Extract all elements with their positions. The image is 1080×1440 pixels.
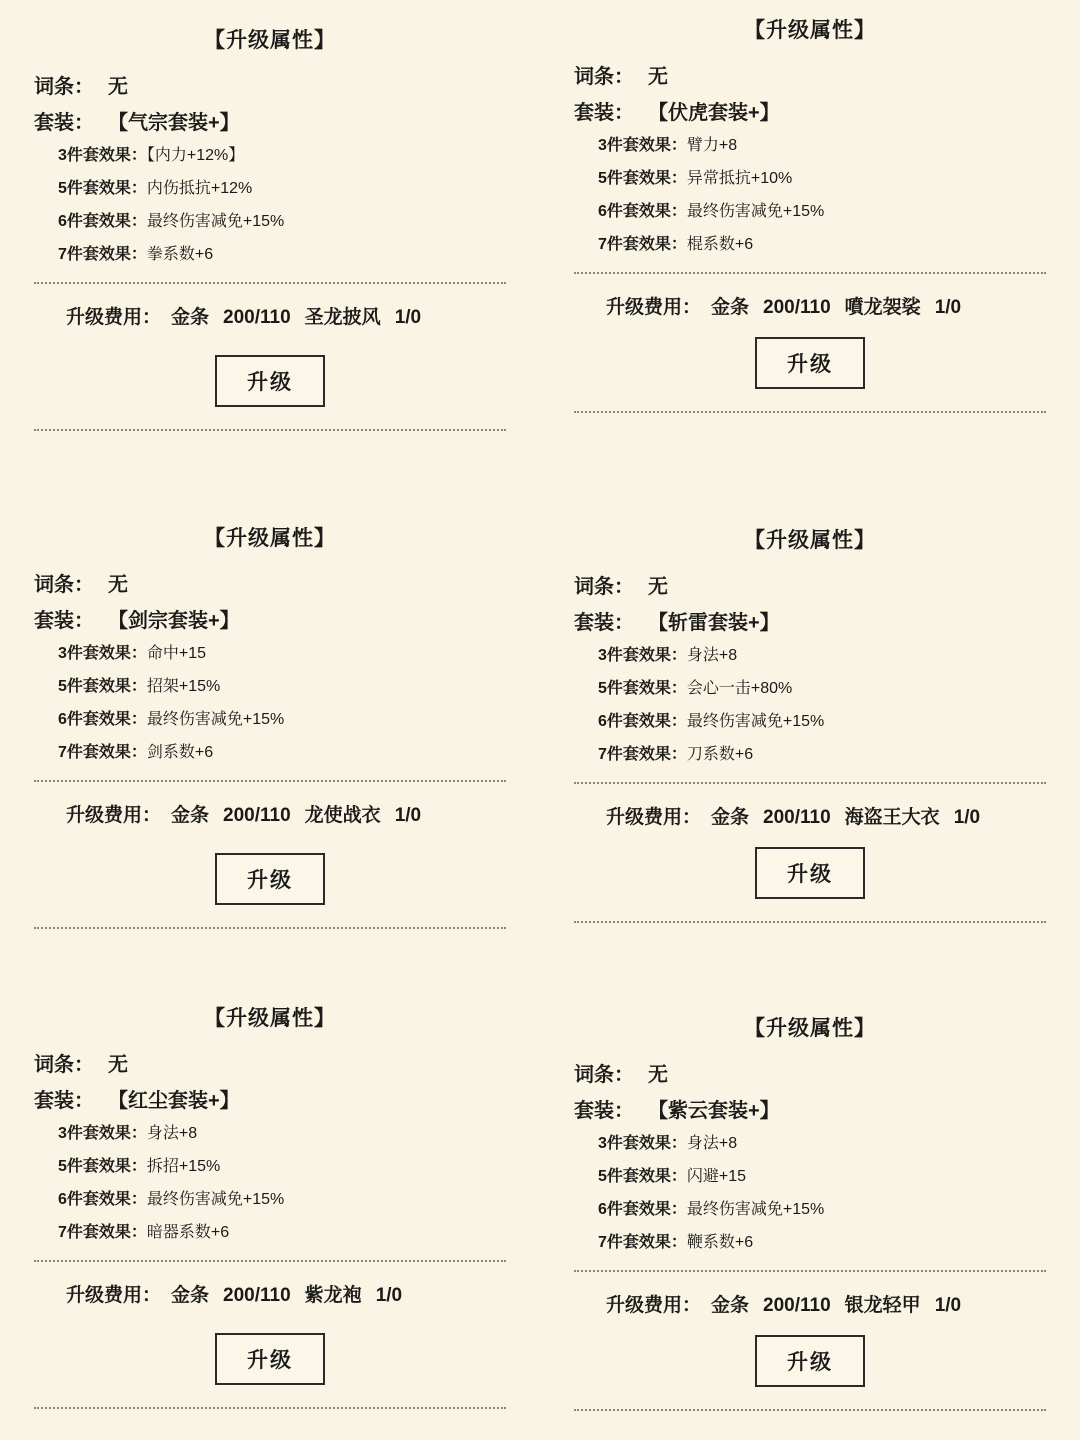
set-effect-value: 最终伤害减免+15% bbox=[686, 1201, 825, 1218]
divider bbox=[34, 780, 506, 782]
entry-label: 词条： bbox=[34, 1054, 94, 1076]
set-effect bbox=[34, 1120, 506, 1143]
upgrade-card bbox=[540, 480, 1080, 960]
set-effect-label: 3件套效果： bbox=[598, 1135, 687, 1152]
set-effect-value: 最终伤害减免+15% bbox=[146, 1191, 285, 1208]
suit-row bbox=[34, 604, 506, 633]
upgrade-button-wrap bbox=[574, 847, 1046, 899]
cost-label: 升级费用： bbox=[606, 297, 702, 318]
cost-gold-amount: 200/110 bbox=[763, 297, 831, 318]
set-effect-label: 6件套效果： bbox=[58, 1191, 147, 1208]
set-effect-label: 3件套效果： bbox=[598, 137, 687, 154]
upgrade-card bbox=[0, 960, 540, 1440]
set-effect-value: 身法+8 bbox=[686, 1135, 738, 1152]
divider bbox=[34, 282, 506, 284]
set-effect-value: 剑系数+6 bbox=[146, 744, 214, 761]
set-effect-label: 3件套效果： bbox=[598, 647, 687, 664]
set-effect-value: 身法+8 bbox=[146, 1125, 198, 1142]
set-effect-label: 3件套效果： bbox=[58, 645, 147, 662]
set-effect-value: 暗器系数+6 bbox=[146, 1224, 230, 1241]
set-effect bbox=[34, 241, 506, 264]
set-effect-label: 3件套效果： bbox=[58, 1125, 147, 1142]
cost-material-name: 噴龙袈裟 bbox=[844, 297, 921, 318]
cost-material-name: 圣龙披风 bbox=[304, 307, 381, 328]
entry-label: 词条： bbox=[34, 76, 94, 98]
set-effect-value: 最终伤害减免+15% bbox=[146, 711, 285, 728]
entry-label: 词条： bbox=[574, 66, 634, 88]
card-title: 【升级属性】 bbox=[204, 29, 336, 52]
entry-row bbox=[574, 570, 1046, 599]
suit-label: 套装： bbox=[34, 112, 94, 134]
set-effect-value: 拳系数+6 bbox=[146, 246, 214, 263]
upgrade-button-wrap bbox=[34, 853, 506, 905]
suit-label: 套装： bbox=[574, 102, 634, 124]
suit-label: 套装： bbox=[34, 610, 94, 632]
set-effect bbox=[574, 1163, 1046, 1186]
divider bbox=[574, 782, 1046, 784]
cost-material-amount: 1/0 bbox=[953, 807, 981, 828]
cost-gold-name: 金条 bbox=[171, 1285, 210, 1306]
set-effect-value: 鞭系数+6 bbox=[686, 1234, 754, 1251]
set-effect bbox=[574, 675, 1046, 698]
set-effect bbox=[34, 706, 506, 729]
upgrade-card bbox=[540, 960, 1080, 1440]
upgrade-card bbox=[0, 0, 540, 480]
set-effect-label: 7件套效果： bbox=[598, 1234, 687, 1251]
cost-gold-amount: 200/110 bbox=[223, 307, 291, 328]
entry-row bbox=[34, 568, 506, 597]
set-effect-value: 会心一击+80% bbox=[686, 680, 793, 697]
set-effect bbox=[34, 175, 506, 198]
set-effect-label: 6件套效果： bbox=[598, 1201, 687, 1218]
cost-material-amount: 1/0 bbox=[394, 307, 422, 328]
card-title: 【升级属性】 bbox=[744, 19, 876, 42]
cost-line bbox=[574, 292, 1046, 319]
cost-line bbox=[34, 800, 506, 827]
divider bbox=[34, 1260, 506, 1262]
set-effect-value: 招架+15% bbox=[146, 678, 221, 695]
upgrade-button-wrap bbox=[34, 355, 506, 407]
set-effect-label: 7件套效果： bbox=[58, 1224, 147, 1241]
set-effect-value: 最终伤害减免+15% bbox=[146, 213, 285, 230]
upgrade-card bbox=[0, 480, 540, 960]
entry-label: 词条： bbox=[574, 576, 634, 598]
suit-label: 套装： bbox=[34, 1090, 94, 1112]
cost-line bbox=[574, 1290, 1046, 1317]
cost-gold-amount: 200/110 bbox=[223, 1285, 291, 1306]
bottom-divider bbox=[34, 1407, 506, 1409]
entry-row bbox=[34, 70, 506, 99]
suit-value: 【伏虎套装+】 bbox=[648, 102, 780, 124]
upgrade-button[interactable]: 升级 bbox=[755, 1335, 865, 1387]
set-effect-label: 6件套效果： bbox=[58, 213, 147, 230]
suit-value: 【斩雷套装+】 bbox=[648, 612, 780, 634]
set-effect bbox=[34, 1186, 506, 1209]
set-effect-value: 拆招+15% bbox=[146, 1158, 221, 1175]
set-effect-value: 刀系数+6 bbox=[686, 746, 754, 763]
set-effect-value: 最终伤害减免+15% bbox=[686, 713, 825, 730]
suit-row bbox=[574, 1094, 1046, 1123]
set-effect-label: 6件套效果： bbox=[598, 713, 687, 730]
set-effect bbox=[34, 673, 506, 696]
cost-label: 升级费用： bbox=[606, 807, 702, 828]
set-effect-value: 最终伤害减免+15% bbox=[686, 203, 825, 220]
bottom-divider bbox=[574, 921, 1046, 923]
cost-line bbox=[574, 802, 1046, 829]
upgrade-button-wrap bbox=[574, 337, 1046, 389]
set-effect-label: 5件套效果： bbox=[58, 1158, 147, 1175]
set-effect bbox=[574, 708, 1046, 731]
set-effect-label: 3件套效果： bbox=[58, 147, 147, 164]
cost-gold-name: 金条 bbox=[711, 297, 750, 318]
suit-value: 【红尘套装+】 bbox=[108, 1090, 240, 1112]
set-effect bbox=[34, 142, 506, 165]
entry-label: 词条： bbox=[34, 574, 94, 596]
set-effect bbox=[574, 642, 1046, 665]
suit-value: 【气宗套装+】 bbox=[108, 112, 240, 134]
set-effect-value: 命中+15 bbox=[146, 645, 207, 662]
set-effect bbox=[574, 165, 1046, 188]
entry-value: 无 bbox=[108, 574, 128, 596]
set-effect-label: 5件套效果： bbox=[598, 170, 687, 187]
set-effect-label: 5件套效果： bbox=[58, 180, 147, 197]
suit-label: 套装： bbox=[574, 612, 634, 634]
cost-label: 升级费用： bbox=[66, 1285, 162, 1306]
suit-value: 【紫云套装+】 bbox=[648, 1100, 780, 1122]
entry-value: 无 bbox=[108, 76, 128, 98]
set-effect bbox=[574, 741, 1046, 764]
cost-label: 升级费用： bbox=[66, 805, 162, 826]
entry-label: 词条： bbox=[574, 1064, 634, 1086]
upgrade-button[interactable]: 升级 bbox=[215, 853, 325, 905]
suit-row bbox=[574, 606, 1046, 635]
cost-gold-amount: 200/110 bbox=[763, 807, 831, 828]
set-effect bbox=[574, 231, 1046, 254]
entry-row bbox=[34, 1048, 506, 1077]
set-effect bbox=[34, 1219, 506, 1242]
suit-label: 套装： bbox=[574, 1100, 634, 1122]
entry-row bbox=[574, 60, 1046, 89]
cost-material-name: 龙使战衣 bbox=[304, 805, 381, 826]
cost-material-amount: 1/0 bbox=[934, 1295, 962, 1316]
set-effect-label: 7件套效果： bbox=[598, 236, 687, 253]
cost-gold-amount: 200/110 bbox=[223, 805, 291, 826]
cost-label: 升级费用： bbox=[606, 1295, 702, 1316]
cost-material-name: 紫龙袍 bbox=[304, 1285, 362, 1306]
upgrade-button[interactable]: 升级 bbox=[215, 355, 325, 407]
bottom-divider bbox=[574, 411, 1046, 413]
bottom-divider bbox=[34, 927, 506, 929]
cost-material-amount: 1/0 bbox=[394, 805, 422, 826]
bottom-divider bbox=[574, 1409, 1046, 1411]
set-effect bbox=[34, 640, 506, 663]
set-effect-label: 5件套效果： bbox=[598, 680, 687, 697]
card-title: 【升级属性】 bbox=[744, 529, 876, 552]
entry-value: 无 bbox=[648, 66, 668, 88]
entry-value: 无 bbox=[648, 1064, 668, 1086]
set-effect-label: 7件套效果： bbox=[58, 246, 147, 263]
cost-line bbox=[34, 302, 506, 329]
suit-row bbox=[34, 106, 506, 135]
set-effect-label: 7件套效果： bbox=[58, 744, 147, 761]
divider bbox=[574, 1270, 1046, 1272]
cost-material-amount: 1/0 bbox=[934, 297, 962, 318]
entry-value: 无 bbox=[108, 1054, 128, 1076]
card-title: 【升级属性】 bbox=[204, 527, 336, 550]
upgrade-button-wrap bbox=[34, 1333, 506, 1385]
cost-material-amount: 1/0 bbox=[375, 1285, 403, 1306]
entry-value: 无 bbox=[648, 576, 668, 598]
set-effect bbox=[574, 1229, 1046, 1252]
divider bbox=[574, 272, 1046, 274]
set-effect bbox=[34, 208, 506, 231]
set-effect bbox=[574, 1130, 1046, 1153]
set-effect bbox=[34, 1153, 506, 1176]
card-title: 【升级属性】 bbox=[744, 1017, 876, 1040]
cost-gold-name: 金条 bbox=[711, 1295, 750, 1316]
suit-row bbox=[34, 1084, 506, 1113]
set-effect-value: 内伤抵抗+12% bbox=[146, 180, 253, 197]
upgrade-card bbox=[540, 0, 1080, 480]
set-effect-value: 闪避+15 bbox=[686, 1168, 747, 1185]
cost-material-name: 银龙轻甲 bbox=[844, 1295, 921, 1316]
bottom-divider bbox=[34, 429, 506, 431]
cost-line bbox=[34, 1280, 506, 1307]
upgrade-button[interactable]: 升级 bbox=[755, 847, 865, 899]
set-effect bbox=[574, 132, 1046, 155]
cost-gold-name: 金条 bbox=[171, 805, 210, 826]
suit-value: 【剑宗套装+】 bbox=[108, 610, 240, 632]
set-effect-value: 棍系数+6 bbox=[686, 236, 754, 253]
cost-gold-name: 金条 bbox=[711, 807, 750, 828]
set-effect-label: 7件套效果： bbox=[598, 746, 687, 763]
card-title: 【升级属性】 bbox=[204, 1007, 336, 1030]
set-effect-value: 臂力+8 bbox=[686, 137, 738, 154]
set-effect-label: 6件套效果： bbox=[58, 711, 147, 728]
set-effect-label: 5件套效果： bbox=[58, 678, 147, 695]
upgrade-button-wrap bbox=[574, 1335, 1046, 1387]
set-effect bbox=[574, 198, 1046, 221]
cost-material-name: 海盗王大衣 bbox=[844, 807, 940, 828]
entry-row bbox=[574, 1058, 1046, 1087]
set-effect bbox=[34, 739, 506, 762]
upgrade-button[interactable]: 升级 bbox=[755, 337, 865, 389]
suit-row bbox=[574, 96, 1046, 125]
cost-gold-amount: 200/110 bbox=[763, 1295, 831, 1316]
cost-gold-name: 金条 bbox=[171, 307, 210, 328]
set-effect-value: 身法+8 bbox=[686, 647, 738, 664]
set-effect-value: 【内力+12%】 bbox=[146, 147, 245, 164]
set-effect bbox=[574, 1196, 1046, 1219]
set-effect-label: 6件套效果： bbox=[598, 203, 687, 220]
set-effect-label: 5件套效果： bbox=[598, 1168, 687, 1185]
set-effect-value: 异常抵抗+10% bbox=[686, 170, 793, 187]
cost-label: 升级费用： bbox=[66, 307, 162, 328]
upgrade-button[interactable]: 升级 bbox=[215, 1333, 325, 1385]
